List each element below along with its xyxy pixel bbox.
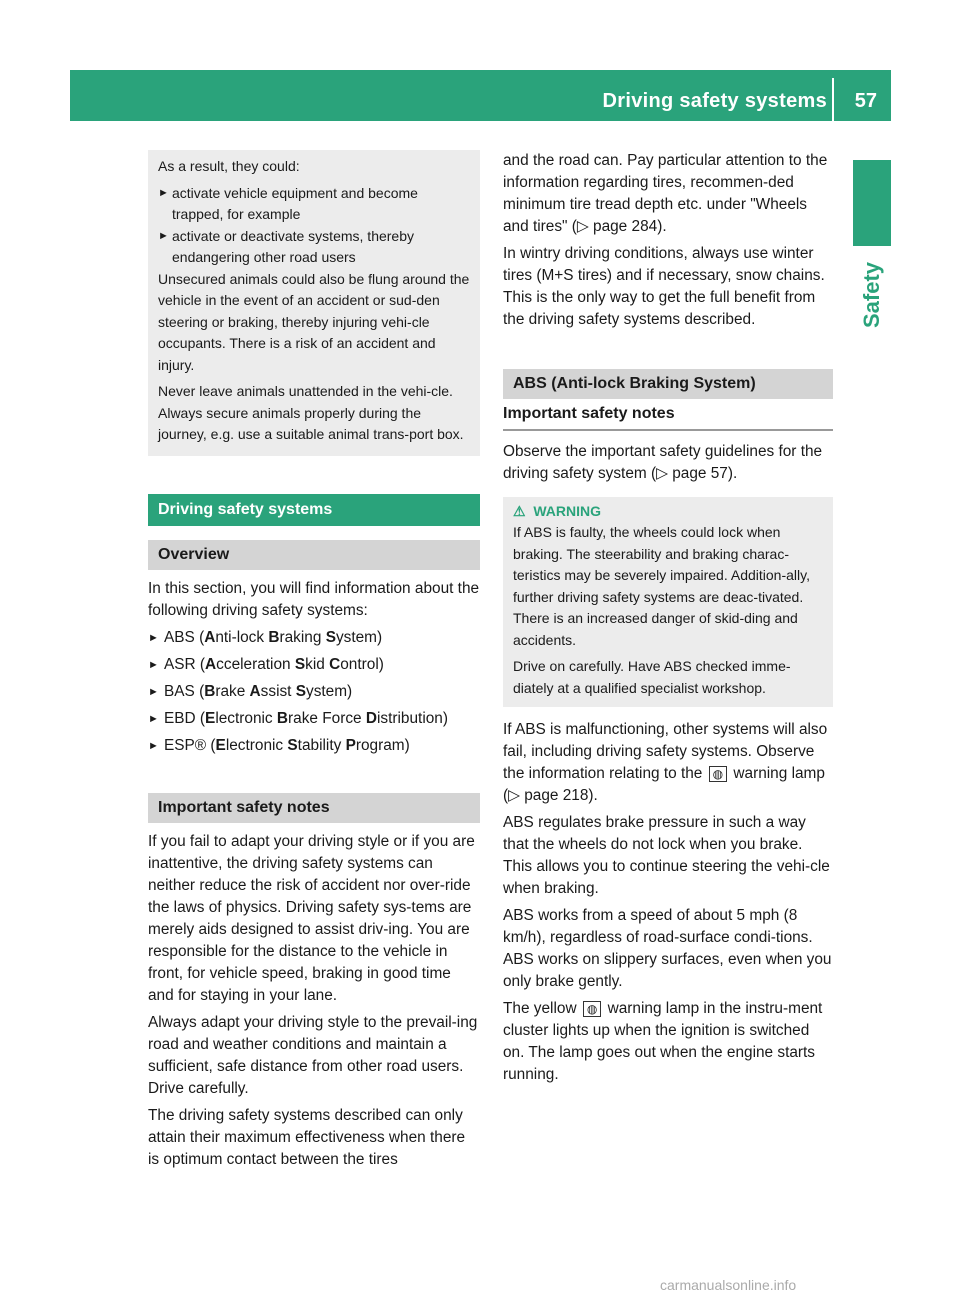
list-item: ► EBD (Electronic Brake Force Distribution) xyxy=(148,708,480,730)
bullet-icon: ► xyxy=(148,685,159,698)
tires-para: and the road can. Pay particular attention to the information regarding tires, recommen-ded minimum tire tread depth etc. under "Wheels and tires" (▷ page 284). xyxy=(503,152,828,235)
warning-text: Drive on carefully. Have ABS checked imme-diately at a qualified specialist workshop. xyxy=(513,658,791,696)
list-item: ► ASR (Acceleration Skid Control) xyxy=(148,654,480,676)
side-label xyxy=(852,250,892,340)
important-para: Always adapt your driving style to the prevail-ing road and weather conditions and maintain a sufficient, safe distance from other road users. Drive carefully. xyxy=(148,1013,478,1097)
list-item: ► ABS (Anti-lock Braking System) xyxy=(148,627,480,649)
malfunction-para: If ABS is malfunctioning, other systems will also fail, including driving safety systems. Observe the information relating to the ◍ warning lamp (▷ page 218). xyxy=(503,721,828,804)
warning-heading: ⚠ WARNING xyxy=(513,503,602,519)
side-label-text: Safety xyxy=(859,261,885,329)
infobox-para: Unsecured animals could also be flung around the vehicle in the event of an accident or sud-den steering or braking, thereby injuring vehi-cle occupants. There is a risk of an accident and injury. xyxy=(158,270,470,373)
abs-intro: Observe the important safety guidelines for the driving safety system (▷ page 57). xyxy=(503,443,823,482)
bullet-icon: ► xyxy=(148,658,159,671)
important-para: If you fail to adapt your driving style or if you are inattentive, the driving safety systems can neither reduce the risk of accident nor over-ride the laws of physics. Driving safety sys-tems are merely aids designed to assist driv-ing. You are responsible for the distance to the vehicle in front, for vehicle speed, braking in good time and for staying in your lane. xyxy=(148,832,475,1004)
bullet-icon: ► xyxy=(158,229,169,242)
bullet-icon: ► xyxy=(148,631,159,644)
page-number: 57 xyxy=(854,90,877,112)
watermark: carmanualsonline.info xyxy=(660,1277,797,1293)
infobox-para: Never leave animals unattended in the vehi-cle. Always secure animals properly during the journey, e.g. use a suitable animal trans-port box. xyxy=(158,383,464,442)
side-tab xyxy=(853,160,891,246)
page-header xyxy=(70,70,891,121)
header-title: Driving safety systems xyxy=(602,90,827,112)
abs-warning-lamp-icon: ◍ xyxy=(583,1001,601,1017)
important-notes-title: Important safety notes xyxy=(148,793,480,823)
warning-icon: ⚠ xyxy=(513,503,534,519)
bullet-icon: ► xyxy=(148,712,159,725)
infobox-list xyxy=(158,183,470,269)
abs-subheading: Important safety notes xyxy=(503,399,833,431)
winter-para: In wintry driving conditions, always use winter tires (M+S tires) and if necessary, snow chains. This is the only way to get the full benefit from the driving safety systems described. xyxy=(503,245,825,328)
list-item: ► activate vehicle equipment and become trapped, for example xyxy=(158,184,418,222)
header-divider xyxy=(832,78,834,121)
systems-list xyxy=(148,627,480,757)
abs-warning-lamp-icon: ◍ xyxy=(709,766,727,782)
overview-title: Overview xyxy=(148,540,480,570)
animals-info-box xyxy=(148,150,480,456)
section-title: Driving safety systems xyxy=(148,494,480,526)
regulation-para: ABS regulates brake pressure in such a way that the wheels do not lock when you brake. This allows you to continue steering the vehi-cle when braking. xyxy=(503,814,830,897)
list-item: ► activate or deactivate systems, thereby endangering other road users xyxy=(158,227,414,265)
abs-title: ABS (Anti-lock Braking System) xyxy=(503,369,833,399)
left-column xyxy=(148,150,480,1171)
list-item: ► ESP® (Electronic Stability Program) xyxy=(148,735,480,757)
yellow-lamp-para: The yellow ◍ warning lamp in the instru-ment cluster lights up when the ignition is switched on. The lamp goes out when the engine starts running. xyxy=(503,1000,823,1083)
list-item: ► BAS (Brake Assist System) xyxy=(148,681,480,703)
infobox-intro: As a result, they could: xyxy=(158,158,300,174)
bullet-icon: ► xyxy=(148,739,159,752)
bullet-icon: ► xyxy=(158,186,169,199)
speed-para: ABS works from a speed of about 5 mph (8 km/h), regardless of road-surface condi-tions. ABS works on slippery surfaces, even when you only brake gently. xyxy=(503,907,832,990)
right-column xyxy=(503,150,833,1086)
important-para: The driving safety systems described can only attain their maximum effectiveness when there is optimum contact between the tires xyxy=(148,1106,466,1168)
warning-box xyxy=(503,497,833,707)
overview-text: In this section, you will find information about the following driving safety systems: xyxy=(148,579,480,619)
warning-text: If ABS is faulty, the wheels could lock when braking. The steerability and braking charac-teristics may be severely impaired. Addition-ally, further driving safety systems are deac-tivated. There is an increased danger of skid-ding and accidents. xyxy=(513,524,810,648)
